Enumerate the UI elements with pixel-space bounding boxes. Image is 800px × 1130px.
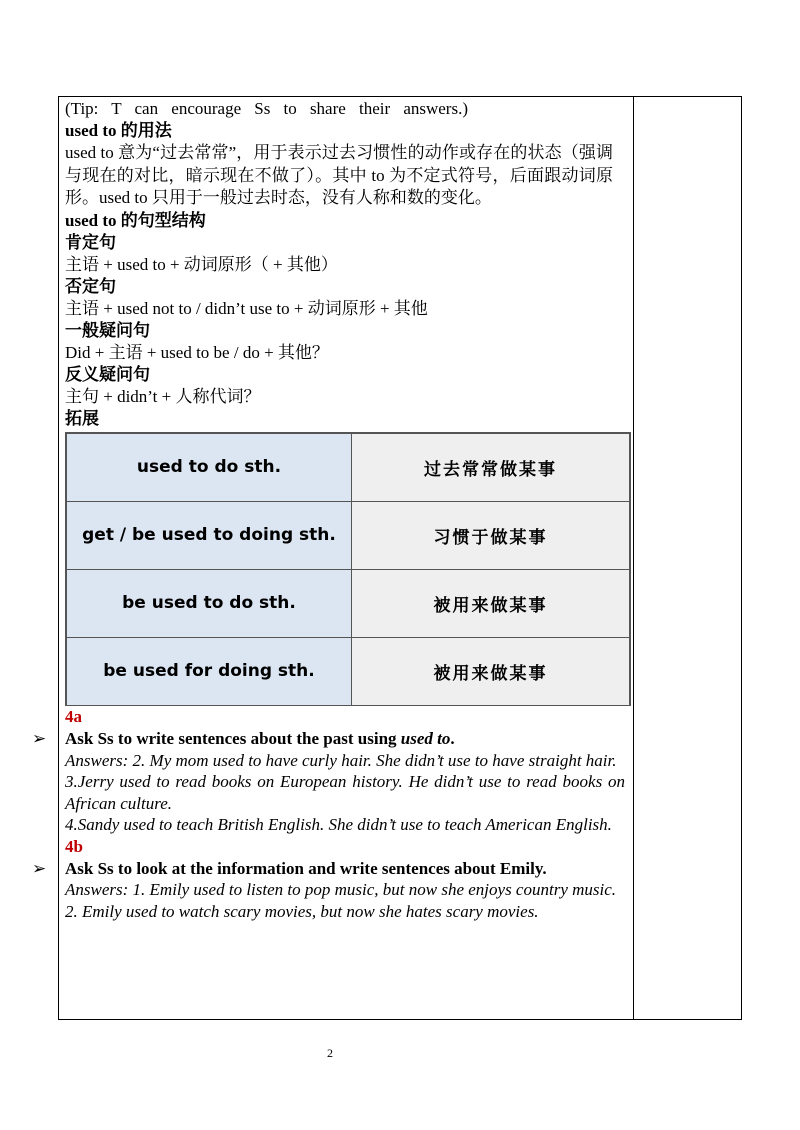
page-number: 2 [327,1046,333,1060]
meaning-cell: 过去常常做某事 [352,433,630,501]
task-4a-answer: Answers: 2. My mom used to have curly hair. She didn’t use to have straight hair. [65,750,617,770]
affirmative-text: 主语 + used to + 动词原形（ + 其他） [65,254,338,274]
lesson-content [32,98,625,922]
question-text: Did + 主语 + used to be / do + 其他？ [65,342,329,362]
affirmative-heading: 肯定句 [65,232,116,252]
meaning-cell: 习惯于做某事 [352,501,630,569]
task-4a-answer: 3.Jerry used to read books on European history. He didn’t use to read books on African culture. [65,772,625,813]
task-4b-instruction: Ask Ss to look at the information and write sentences about Emily. [65,858,547,878]
negative-heading: 否定句 [65,276,116,296]
question-heading: 一般疑问句 [65,320,150,340]
phrase-cell: be used to do sth. [67,569,352,637]
arrow-bullet-icon: ➢ [32,858,47,879]
task-4a-answer: 4.Sandy used to teach British English. She didn’t use to teach American English. [65,815,612,834]
tag-question-text: 主句 + didn’t + 人称代词？ [65,386,261,406]
structure-heading: used to 的句型结构 [65,210,206,230]
table-row [67,501,630,569]
meaning-cell: 被用来做某事 [352,637,630,705]
phrase-cell: be used for doing sth. [67,637,352,705]
arrow-bullet-icon: ➢ [32,728,47,749]
negative-text: 主语 + used not to / didn’t use to + 动词原形 + 其他 [65,298,428,318]
task-4b-answer: Answers: 1. Emily used to listen to pop music, but now she enjoys country music. [65,880,617,899]
tag-question-heading: 反义疑问句 [65,364,150,384]
task-4a-instruction-end: . [450,728,455,748]
meaning-cell: 被用来做某事 [352,569,630,637]
extension-heading: 拓展 [65,408,99,428]
phrase-cell: get / be used to doing sth. [67,501,352,569]
table-row [67,433,630,501]
task-4a-instruction-emphasis: used to [400,728,451,748]
table-row [67,569,630,637]
task-4a [32,728,625,750]
tip-text: (Tip: T can encourage Ss to share their answers.) [65,99,468,118]
extension-table [65,432,631,706]
column-divider [633,96,634,1020]
phrase-cell: used to do sth. [67,433,352,501]
task-4b-label: 4b [65,836,83,856]
usage-text: used to 意为“过去常常”，用于表示过去习惯性的动作或存在的状态（强调与现在的对比，暗示现在不做了）。其中 to 为不定式符号，后面跟动词原形。used to 只用于一般过去时态，没有人称和数的变化。 [65,143,613,207]
task-4a-instruction-text: Ask Ss to write sentences about the past using [65,728,401,748]
table-row [67,637,630,705]
task-4a-instruction [65,728,625,750]
usage-heading: used to 的用法 [65,121,172,140]
task-4b [32,858,625,880]
task-4a-label: 4a [65,706,82,726]
task-4b-answer: 2. Emily used to watch scary movies, but now she hates scary movies. [65,901,539,921]
